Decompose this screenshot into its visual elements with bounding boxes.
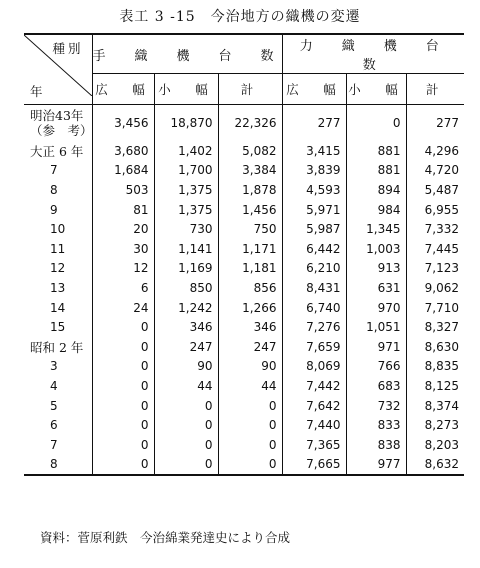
value-cell: 1,375	[154, 180, 218, 200]
value-cell: 1,242	[154, 298, 218, 318]
value-cell: 3,839	[282, 161, 346, 181]
year-cell: 8	[50, 182, 58, 197]
value-cell: 0	[92, 415, 154, 435]
value-cell: 977	[346, 455, 406, 476]
value-cell: 0	[218, 396, 282, 416]
value-cell: 984	[346, 200, 406, 220]
value-cell: 6,442	[282, 239, 346, 259]
value-cell: 8,203	[406, 435, 464, 455]
value-cell: 971	[346, 337, 406, 357]
year-cell: 15	[50, 320, 66, 335]
value-cell: 0	[218, 415, 282, 435]
year-cell: 5	[50, 398, 58, 413]
value-cell: 1,266	[218, 298, 282, 318]
value-cell: 730	[154, 219, 218, 239]
value-cell: 0	[92, 357, 154, 377]
year-cell: 4	[50, 378, 58, 393]
year-cell: 12	[50, 261, 66, 276]
table-row	[24, 357, 464, 377]
source-note: 資料：菅原利鉄 今治綿業発達史により合成	[40, 530, 291, 545]
subheader-hand-wide: 広 幅	[92, 74, 154, 105]
value-cell: 1,141	[154, 239, 218, 259]
value-cell: 44	[218, 376, 282, 396]
value-cell: 3,384	[218, 161, 282, 181]
value-cell: 30	[92, 239, 154, 259]
value-cell: 90	[218, 357, 282, 377]
value-cell: 90	[154, 357, 218, 377]
value-cell: 0	[92, 376, 154, 396]
value-cell: 1,181	[218, 259, 282, 279]
year-cell: 10	[50, 222, 66, 237]
value-cell: 81	[92, 200, 154, 220]
value-cell: 1,051	[346, 317, 406, 337]
value-cell: 970	[346, 298, 406, 318]
year-cell: 14	[50, 300, 66, 315]
value-cell: 0	[346, 105, 406, 142]
year-cell: 明治43年 （参 考）	[30, 108, 93, 138]
value-cell: 20	[92, 219, 154, 239]
value-cell: 0	[218, 455, 282, 476]
corner-cell	[24, 34, 92, 105]
value-cell: 503	[92, 180, 154, 200]
table-row	[24, 161, 464, 181]
value-cell: 766	[346, 357, 406, 377]
value-cell: 5,082	[218, 141, 282, 161]
corner-bottom-label: 年	[30, 84, 43, 99]
table-row	[24, 200, 464, 220]
year-cell: 11	[50, 241, 66, 256]
subheader-power-wide: 広 幅	[282, 74, 346, 105]
year-cell: 7	[50, 437, 58, 452]
value-cell: 8,273	[406, 415, 464, 435]
table-row	[24, 141, 464, 161]
value-cell: 6,740	[282, 298, 346, 318]
value-cell: 3,415	[282, 141, 346, 161]
value-cell: 44	[154, 376, 218, 396]
value-cell: 8,374	[406, 396, 464, 416]
value-cell: 1,684	[92, 161, 154, 181]
value-cell: 8,431	[282, 278, 346, 298]
table-row	[24, 219, 464, 239]
value-cell: 22,326	[218, 105, 282, 142]
table-row	[24, 317, 464, 337]
value-cell: 1,700	[154, 161, 218, 181]
subheader-power-narrow: 小 幅	[346, 74, 406, 105]
table-body	[24, 105, 464, 476]
value-cell: 8,632	[406, 455, 464, 476]
value-cell: 4,720	[406, 161, 464, 181]
value-cell: 7,276	[282, 317, 346, 337]
group-header-hand-looms: 手 織 機 台 数	[92, 34, 282, 74]
value-cell: 1,169	[154, 259, 218, 279]
value-cell: 1,878	[218, 180, 282, 200]
value-cell: 683	[346, 376, 406, 396]
value-cell: 0	[92, 396, 154, 416]
value-cell: 277	[406, 105, 464, 142]
year-cell: 8	[50, 457, 58, 472]
value-cell: 4,593	[282, 180, 346, 200]
value-cell: 0	[154, 455, 218, 476]
group-header-power-looms: 力 織 機 台 数	[282, 34, 464, 74]
value-cell: 7,442	[282, 376, 346, 396]
value-cell: 3,456	[92, 105, 154, 142]
value-cell: 12	[92, 259, 154, 279]
value-cell: 7,710	[406, 298, 464, 318]
value-cell: 5,971	[282, 200, 346, 220]
value-cell: 8,835	[406, 357, 464, 377]
value-cell: 881	[346, 161, 406, 181]
value-cell: 631	[346, 278, 406, 298]
value-cell: 1,402	[154, 141, 218, 161]
value-cell: 7,332	[406, 219, 464, 239]
value-cell: 0	[154, 396, 218, 416]
table-row	[24, 259, 464, 279]
value-cell: 7,445	[406, 239, 464, 259]
subheader-hand-narrow: 小 幅	[154, 74, 218, 105]
value-cell: 7,665	[282, 455, 346, 476]
value-cell: 8,630	[406, 337, 464, 357]
value-cell: 1,003	[346, 239, 406, 259]
table-row	[24, 337, 464, 357]
year-cell: 13	[50, 280, 66, 295]
table-row	[24, 435, 464, 455]
value-cell: 3,680	[92, 141, 154, 161]
table-row	[24, 278, 464, 298]
value-cell: 7,642	[282, 396, 346, 416]
value-cell: 24	[92, 298, 154, 318]
value-cell: 0	[92, 455, 154, 476]
value-cell: 6,955	[406, 200, 464, 220]
value-cell: 7,440	[282, 415, 346, 435]
value-cell: 4,296	[406, 141, 464, 161]
value-cell: 8,125	[406, 376, 464, 396]
value-cell: 913	[346, 259, 406, 279]
table-row	[24, 376, 464, 396]
value-cell: 1,456	[218, 200, 282, 220]
value-cell: 0	[154, 415, 218, 435]
table-row	[24, 239, 464, 259]
value-cell: 881	[346, 141, 406, 161]
year-cell: 昭和 2 年	[30, 339, 84, 355]
value-cell: 247	[218, 337, 282, 357]
year-cell: 6	[50, 418, 58, 433]
value-cell: 833	[346, 415, 406, 435]
year-cell: 3	[50, 359, 58, 374]
value-cell: 18,870	[154, 105, 218, 142]
table-title: 表工 3 -15 今治地方の織機の変遷	[119, 9, 361, 25]
value-cell: 247	[154, 337, 218, 357]
value-cell: 856	[218, 278, 282, 298]
table-row	[24, 180, 464, 200]
value-cell: 838	[346, 435, 406, 455]
table-row	[24, 396, 464, 416]
value-cell: 6	[92, 278, 154, 298]
value-cell: 277	[282, 105, 346, 142]
value-cell: 7,659	[282, 337, 346, 357]
value-cell: 8,327	[406, 317, 464, 337]
value-cell: 5,987	[282, 219, 346, 239]
value-cell: 0	[154, 435, 218, 455]
year-cell: 大正 6 年	[30, 143, 84, 159]
value-cell: 850	[154, 278, 218, 298]
loom-table	[24, 33, 468, 476]
value-cell: 346	[154, 317, 218, 337]
value-cell: 1,345	[346, 219, 406, 239]
value-cell: 9,062	[406, 278, 464, 298]
value-cell: 1,171	[218, 239, 282, 259]
table-row	[24, 298, 464, 318]
table-row	[24, 415, 464, 435]
value-cell: 750	[218, 219, 282, 239]
value-cell: 0	[218, 435, 282, 455]
value-cell: 0	[92, 337, 154, 357]
table-row	[24, 105, 464, 142]
value-cell: 0	[92, 317, 154, 337]
value-cell: 7,123	[406, 259, 464, 279]
year-cell: 9	[50, 202, 58, 217]
value-cell: 346	[218, 317, 282, 337]
value-cell: 8,069	[282, 357, 346, 377]
subheader-hand-total: 計	[218, 74, 282, 105]
table-row	[24, 455, 464, 476]
value-cell: 1,375	[154, 200, 218, 220]
value-cell: 732	[346, 396, 406, 416]
subheader-power-total: 計	[406, 74, 464, 105]
year-cell: 7	[50, 163, 58, 178]
value-cell: 6,210	[282, 259, 346, 279]
corner-top-label: 種別	[52, 41, 84, 56]
value-cell: 894	[346, 180, 406, 200]
value-cell: 0	[92, 435, 154, 455]
value-cell: 7,365	[282, 435, 346, 455]
value-cell: 5,487	[406, 180, 464, 200]
